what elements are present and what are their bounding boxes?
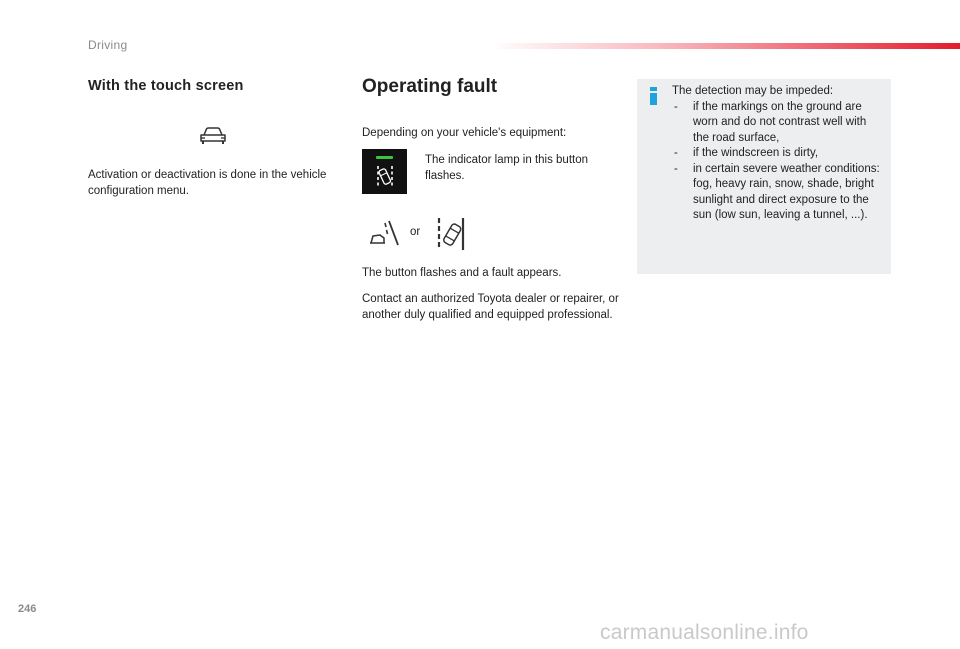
lane-keeping-warning-icon: [435, 216, 469, 252]
info-icon: [650, 87, 657, 105]
touch-screen-heading: With the touch screen: [88, 78, 244, 94]
lane-departure-warning-icon: [369, 219, 401, 247]
button-flashes-text: The button flashes and a fault appears.: [362, 267, 562, 279]
equipment-intro-text: Depending on your vehicle's equipment:: [362, 127, 567, 139]
contact-dealer-text: Contact an authorized Toyota dealer or repairer, or another duly qualified and equipped professional.: [362, 293, 619, 321]
list-item: - if the markings on the ground are worn and do not contrast well with the road surface,: [674, 100, 867, 144]
operating-fault-heading: Operating fault: [362, 76, 498, 97]
watermark: carmanualsonline.info: [600, 621, 809, 644]
info-text: [672, 84, 884, 224]
indicator-lamp-text: The indicator lamp in this button flashes.: [425, 154, 589, 182]
list-item: - in certain severe weather conditions: fog, heavy rain, snow, shade, bright sunlight and direct exposure to the sun (low sun, leaving a tunnel, ...).: [674, 162, 880, 221]
info-intro: The detection may be impeded:: [672, 85, 834, 97]
page-number: 246: [18, 603, 37, 615]
header-accent-bar: [490, 43, 960, 49]
lane-departure-button-icon: [362, 149, 407, 194]
section-label: Driving: [88, 38, 128, 52]
car-outline-icon: [198, 126, 228, 146]
or-text: or: [410, 226, 421, 238]
list-item: - if the windscreen is dirty,: [674, 147, 819, 159]
activation-text: Activation or deactivation is done in the vehicle configuration menu.: [88, 169, 327, 197]
